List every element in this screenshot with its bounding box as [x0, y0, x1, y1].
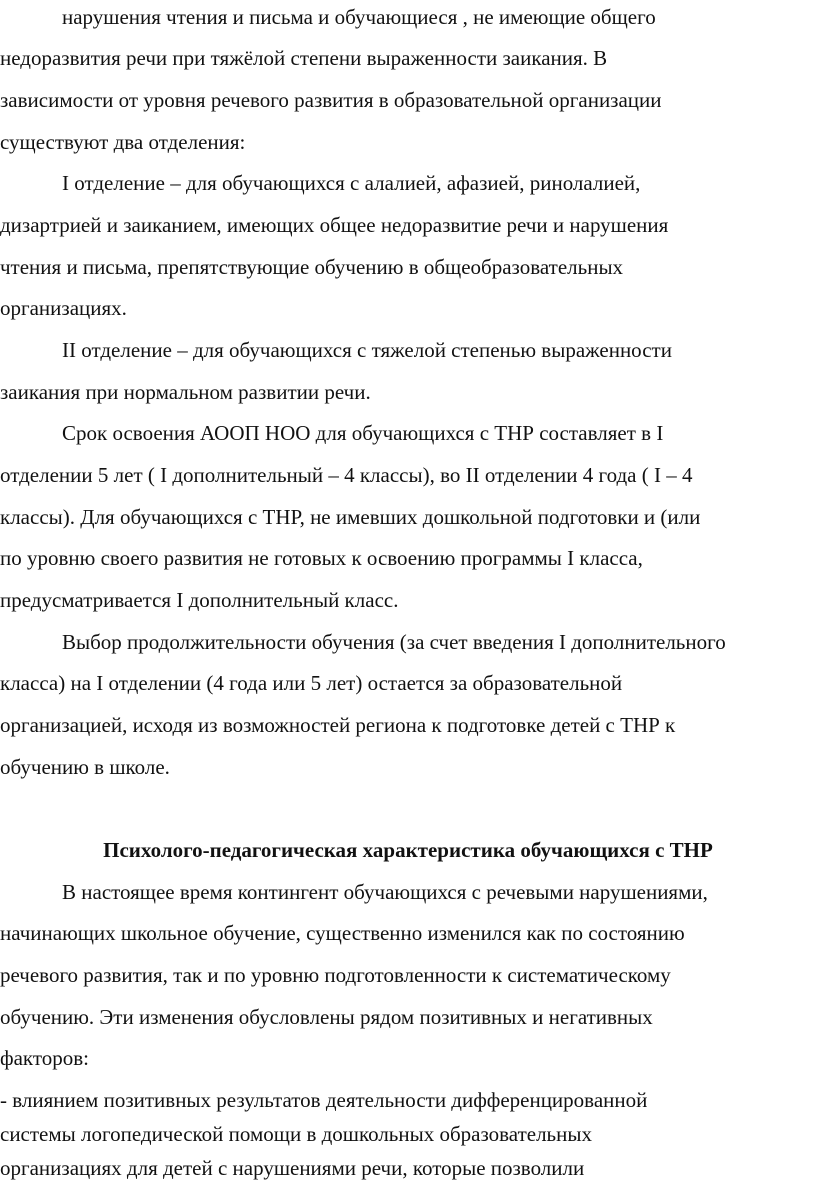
text-line: существуют два отделения:	[0, 130, 246, 154]
text-line: - влиянием позитивных результатов деятельности дифференцированной	[0, 1088, 648, 1112]
text-line: отделении 5 лет ( I дополнительный – 4 классы), во II отделении 4 года ( I – 4	[0, 463, 693, 487]
text-line: чтения и письма, препятствующие обучению в общеобразовательных	[0, 255, 624, 279]
text-line: предусматривается I дополнительный класс.	[0, 588, 399, 612]
text-line: обучению в школе.	[0, 755, 170, 779]
text-line: организациях для детей с нарушениями речи, которые позволили	[0, 1156, 585, 1180]
text-line: дизартрией и заиканием, имеющих общее недоразвитие речи и нарушения	[0, 213, 669, 237]
text-line: организацией, исходя из возможностей региона к подготовке детей с ТНР к	[0, 713, 676, 737]
text-line: системы логопедической помощи в дошкольных образовательных	[0, 1122, 592, 1146]
text-line: I отделение – для обучающихся с алалией, афазией, ринолалией,	[62, 171, 641, 195]
text-line: зависимости от уровня речевого развития в образовательной организации	[0, 88, 662, 112]
text-line: заикания при нормальном развитии речи.	[0, 380, 371, 404]
text-line: В настоящее время контингент обучающихся с речевыми нарушениями,	[62, 880, 708, 904]
text-line: начинающих школьное обучение, существенно изменился как по состоянию	[0, 921, 685, 945]
text-line: Выбор продолжительности обучения (за счет введения I дополнительного	[62, 630, 726, 654]
section-title: Психолого-педагогическая характеристика обучающихся с ТНР	[103, 838, 713, 862]
text-line: речевого развития, так и по уровню подготовленности к систематическому	[0, 963, 671, 987]
text-line: факторов:	[0, 1046, 90, 1070]
text-line: обучению. Эти изменения обусловлены рядом позитивных и негативных	[0, 1005, 653, 1029]
text-line: классы). Для обучающихся с ТНР, не имевших дошкольной подготовки и (или	[0, 505, 701, 529]
text-line: II отделение – для обучающихся с тяжелой степенью выраженности	[62, 338, 672, 362]
text-line: класса) на I отделении (4 года или 5 лет) остается за образовательной	[0, 671, 623, 695]
text-line: организациях.	[0, 296, 127, 320]
text-line: Срок освоения АООП НОО для обучающихся с ТНР составляет в I	[62, 421, 664, 445]
text-line: нарушения чтения и письма и обучающиеся , не имеющие общего	[62, 5, 656, 29]
text-line: недоразвития речи при тяжёлой степени выраженности заикания. В	[0, 46, 608, 70]
text-line: по уровню своего развития не готовых к освоению программы I класса,	[0, 546, 643, 570]
